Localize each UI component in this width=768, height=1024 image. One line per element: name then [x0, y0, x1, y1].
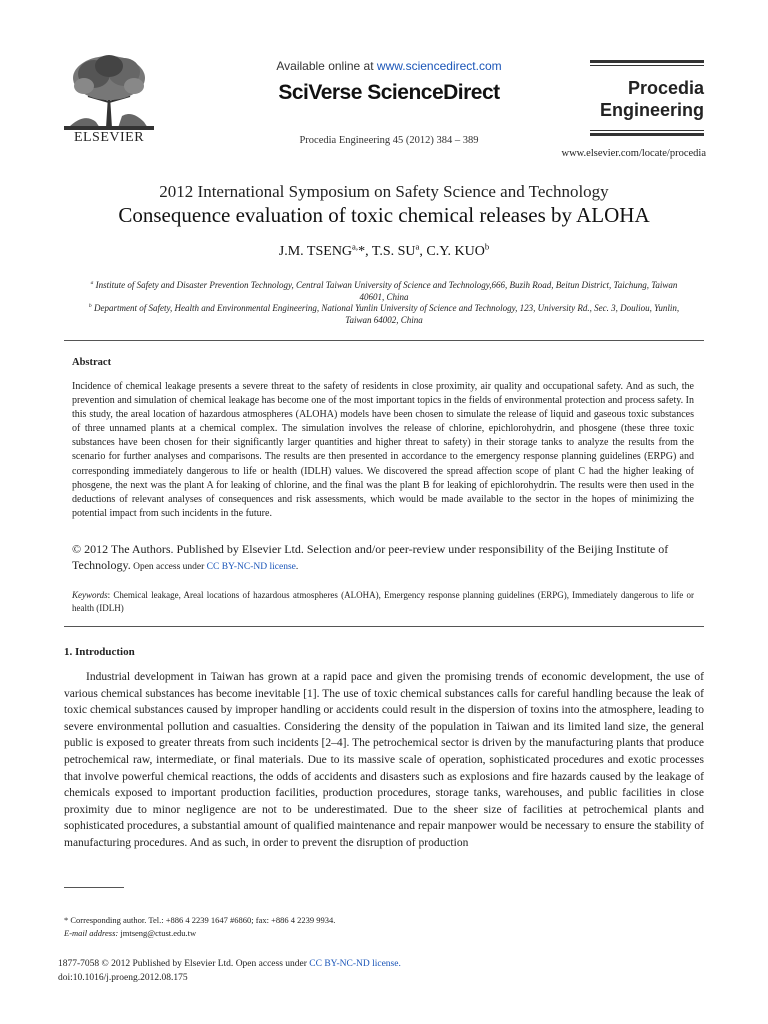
divider — [64, 626, 704, 627]
abstract-body: Incidence of chemical leakage presents a severe threat to the safety of residents in close proximity, air quality and occupational safety. And as such, the prevention and simulation of chemical leakage has become one of the most important topics in the fields of environmental protection and process safety. In this study, the areal location of hazardous atmospheres (ALOHA) models have been chosen to simulate the release of liquid and gaseous toxic substances of three unnamed plants at a chemical complex. The simulation involves the release of chlorine, epichlorohydrin, and phosgene (these three toxic substances have been chosen for their significantly larger quantities and higher threat to safety) in their storage tanks to analyze the results from the scenario for further analyses and comparisons. The results are then presented in accordance to the emergency response planning guidelines (ERPG) and corresponding immediately dangerous to life or health (IDLH) values. We discovered the spread affection scope of plant C had the higher leaking of phosgene, the next was the plant A for leaking of chlorine, and the final was the plant B for leaking of epichlorohydrin. The results were then used in the deductions of relevant analyses of consequences and risk assessments, which would be made available to the sector in the hopes of minimizing the potential impact from such incidents in the future. — [72, 381, 694, 519]
section-body: Industrial development in Taiwan has grown at a rapid pace and given the promising trends of economic development, the use of various chemical substances has become inevitable [1]. The use of toxic chemical substances calls for careful handling because the leak of toxic chemical substances caused by improper handling or accidents could result in the dispersion of toxins into the atmosphere, leading to severe environmental pollution and casualties. Considering the density of the population in Taiwan and its limited land size, the general public is exposed to greater threats from such incidents [2–4]. The petrochemical sector is driven by the manufacturing plants that produce petrochemical raw, intermediate, or final materials. Due to its massive scale of operation, sophisticated procedures and exotic processes that involve powerful chemical reactions, the odds of accidents and disasters such as explosions and fire hazards caused by the leakage of chemicals exposed to important production facilities, production procedures, storage tanks, warehouses, and public facilities in close proximity due to minor negligence are not to be underestimated. Due to the sheer size of facilities at petrochemical plants and sophisticated procedures, a substantial amount of qualified maintenance and repair manpower would be necessary to ensure the stability of manufacturing procedures. And as such, in order to prevent the disruption of production — [64, 671, 704, 849]
journal-reference: Procedia Engineering 45 (2012) 384 – 389 — [299, 135, 479, 146]
journal-brand — [590, 60, 704, 136]
publisher-name: ELSEVIER — [73, 130, 145, 145]
license-link[interactable]: CC BY-NC-ND license — [206, 561, 296, 572]
sciencedirect-link[interactable]: www.sciencedirect.com — [376, 59, 502, 73]
keywords: Keywords: Chemical leakage, Areal locations of hazardous atmospheres (ALOHA), Emergency response planning guidelines (ERPG), Immediately dangerous to life or health (IDLH) — [72, 590, 694, 613]
copyright-statement: © 2012 The Authors. Published by Elsevier Ltd. Selection and/or peer-review under responsibility of the Beijing Institute of Technology. Open access under CC BY-NC-ND license. — [72, 542, 669, 572]
author-name: T.S. SU — [371, 244, 416, 259]
availability-line: Available online at www.sciencedirect.com — [276, 59, 502, 73]
email-address[interactable]: jmtseng@ctust.edu.tw — [118, 928, 197, 938]
affiliation-b: $^b$ Department of Safety, Health and Environmental Engineering, National Yunlin University of Science and Technology, 123, University Rd., Sec. 3, Douliou, Yunlin, Taiwan 64002, China — [88, 303, 680, 325]
license-link[interactable]: CC BY-NC-ND license. — [309, 959, 401, 969]
journal-header — [64, 52, 704, 162]
journal-name-line1: Procedia — [627, 78, 704, 98]
journal-website[interactable]: www.elsevier.com/locate/procedia — [561, 148, 706, 159]
email-note: E-mail address: jmtseng@ctust.edu.tw — [64, 928, 197, 938]
paper-title: Consequence evaluation of toxic chemical releases by ALOHA — [118, 203, 650, 227]
doi-line[interactable]: doi:10.1016/j.proeng.2012.08.175 — [58, 973, 188, 983]
footnote-divider — [64, 887, 124, 888]
divider — [64, 340, 704, 341]
author-name: J.M. TSENG — [278, 244, 353, 259]
platform-name: SciVerse ScienceDirect — [278, 81, 500, 104]
author-list: J.M. $TSENG^{a,}*$, T.S. $SU^a$, C.Y. KUO$^b$ — [278, 241, 490, 259]
section-heading: 1. Introduction — [64, 646, 135, 658]
author-name: C.Y. KUO — [426, 244, 485, 259]
keywords-label: Keywords — [72, 590, 108, 600]
corresponding-author-note: * Corresponding author. Tel.: +886 4 2239 1647 #6860; fax: +886 4 2239 9934. — [64, 915, 336, 925]
abstract-heading: Abstract — [72, 357, 112, 368]
journal-name-line2: Engineering — [599, 100, 704, 120]
affiliation-a: $^a$ Institute of Safety and Disaster Prevention Technology, Central Taiwan University of Science and Technology,666, Buzih Road, Beitun District, Taichung, Taiwan 40601, China — [90, 280, 678, 302]
conference-name: 2012 International Symposium on Safety Science and Technology — [159, 182, 609, 201]
issn-line: 1877-7058 © 2012 Published by Elsevier Ltd. Open access under CC BY-NC-ND license. — [58, 959, 401, 969]
